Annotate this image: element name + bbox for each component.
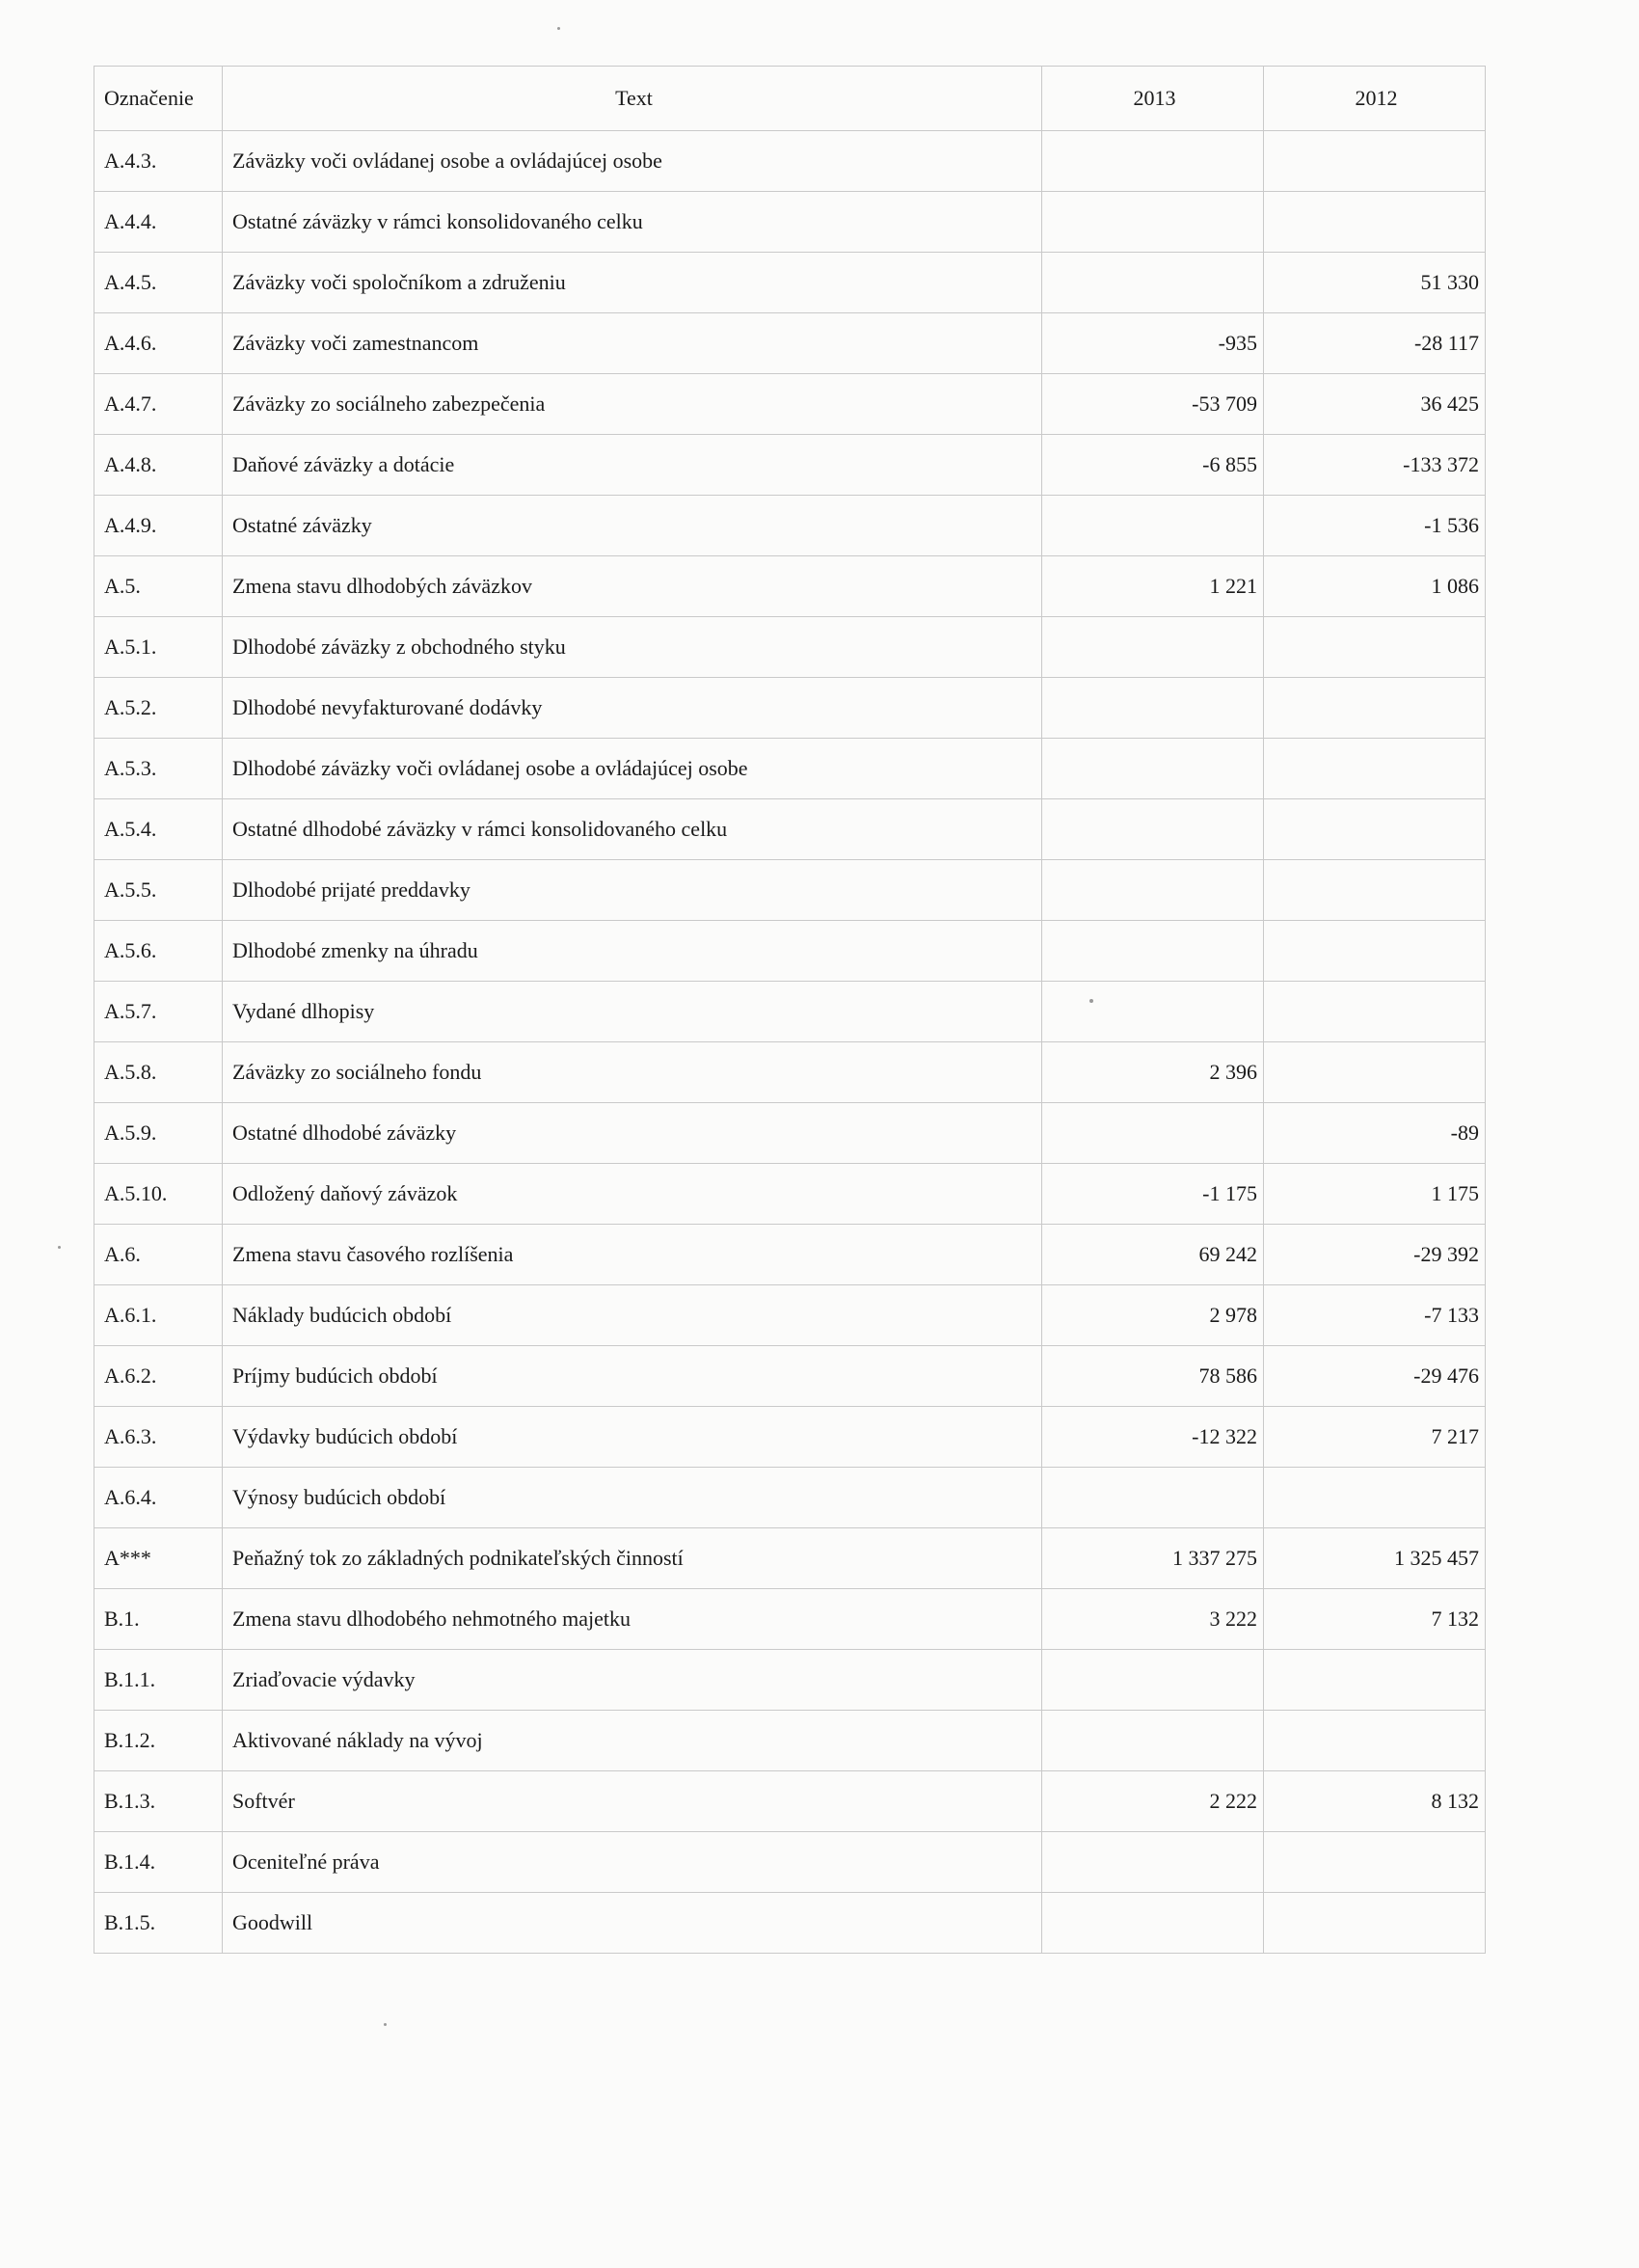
header-text: Text bbox=[223, 67, 1042, 131]
row-text: Vydané dlhopisy bbox=[223, 982, 1042, 1042]
row-value-2012 bbox=[1264, 131, 1486, 192]
row-value-2013 bbox=[1042, 253, 1264, 313]
row-text: Zmena stavu časového rozlíšenia bbox=[223, 1225, 1042, 1285]
row-value-2013 bbox=[1042, 1103, 1264, 1164]
row-value-2012 bbox=[1264, 739, 1486, 799]
row-text: Peňažný tok zo základných podnikateľských činností bbox=[223, 1528, 1042, 1589]
row-code: A.5.6. bbox=[94, 921, 223, 982]
row-code: A.5.5. bbox=[94, 860, 223, 921]
row-text: Zmena stavu dlhodobých záväzkov bbox=[223, 556, 1042, 617]
row-value-2012: 8 132 bbox=[1264, 1771, 1486, 1832]
table-row bbox=[94, 313, 1486, 374]
row-code: A.5.4. bbox=[94, 799, 223, 860]
row-value-2012: -1 536 bbox=[1264, 496, 1486, 556]
row-value-2012 bbox=[1264, 1468, 1486, 1528]
table-row bbox=[94, 1650, 1486, 1711]
row-value-2012: -89 bbox=[1264, 1103, 1486, 1164]
row-value-2013 bbox=[1042, 1711, 1264, 1771]
row-code: A.5.1. bbox=[94, 617, 223, 678]
table-row bbox=[94, 617, 1486, 678]
row-text: Dlhodobé záväzky voči ovládanej osobe a ovládajúcej osobe bbox=[223, 739, 1042, 799]
table-row bbox=[94, 739, 1486, 799]
row-code: A.6. bbox=[94, 1225, 223, 1285]
row-code: A.5.8. bbox=[94, 1042, 223, 1103]
row-code: A.5.3. bbox=[94, 739, 223, 799]
row-value-2012 bbox=[1264, 1042, 1486, 1103]
row-code: A*** bbox=[94, 1528, 223, 1589]
row-text: Záväzky voči ovládanej osobe a ovládajúcej osobe bbox=[223, 131, 1042, 192]
table-row bbox=[94, 1528, 1486, 1589]
row-text: Ostatné dlhodobé záväzky bbox=[223, 1103, 1042, 1164]
table-row bbox=[94, 1042, 1486, 1103]
row-code: A.4.6. bbox=[94, 313, 223, 374]
row-code: A.5.2. bbox=[94, 678, 223, 739]
table-row bbox=[94, 1346, 1486, 1407]
row-value-2013 bbox=[1042, 739, 1264, 799]
header-year-2013: 2013 bbox=[1042, 67, 1264, 131]
row-text: Náklady budúcich období bbox=[223, 1285, 1042, 1346]
table-body bbox=[94, 131, 1486, 1954]
row-value-2012: -28 117 bbox=[1264, 313, 1486, 374]
row-text: Dlhodobé zmenky na úhradu bbox=[223, 921, 1042, 982]
row-value-2013: 3 222 bbox=[1042, 1589, 1264, 1650]
row-value-2013: 69 242 bbox=[1042, 1225, 1264, 1285]
row-code: B.1.3. bbox=[94, 1771, 223, 1832]
table-row bbox=[94, 1589, 1486, 1650]
row-value-2013: -12 322 bbox=[1042, 1407, 1264, 1468]
row-text: Ostatné dlhodobé záväzky v rámci konsolidovaného celku bbox=[223, 799, 1042, 860]
row-code: A.4.5. bbox=[94, 253, 223, 313]
row-text: Záväzky voči spoločníkom a združeniu bbox=[223, 253, 1042, 313]
row-text: Záväzky zo sociálneho zabezpečenia bbox=[223, 374, 1042, 435]
table-row bbox=[94, 982, 1486, 1042]
row-value-2012: 7 132 bbox=[1264, 1589, 1486, 1650]
row-value-2012 bbox=[1264, 799, 1486, 860]
row-value-2012: -7 133 bbox=[1264, 1285, 1486, 1346]
row-value-2013: -53 709 bbox=[1042, 374, 1264, 435]
row-text: Záväzky zo sociálneho fondu bbox=[223, 1042, 1042, 1103]
table-row bbox=[94, 253, 1486, 313]
table-row bbox=[94, 496, 1486, 556]
table-row bbox=[94, 1832, 1486, 1893]
row-value-2013 bbox=[1042, 678, 1264, 739]
row-value-2013 bbox=[1042, 982, 1264, 1042]
row-text: Aktivované náklady na vývoj bbox=[223, 1711, 1042, 1771]
row-value-2012 bbox=[1264, 982, 1486, 1042]
row-code: A.4.4. bbox=[94, 192, 223, 253]
header-year-2012: 2012 bbox=[1264, 67, 1486, 131]
row-value-2012: 1 086 bbox=[1264, 556, 1486, 617]
row-value-2013: 1 337 275 bbox=[1042, 1528, 1264, 1589]
row-value-2013 bbox=[1042, 1893, 1264, 1954]
row-value-2013 bbox=[1042, 860, 1264, 921]
row-code: A.5.10. bbox=[94, 1164, 223, 1225]
row-code: A.4.9. bbox=[94, 496, 223, 556]
row-value-2013: 2 978 bbox=[1042, 1285, 1264, 1346]
table-row bbox=[94, 1893, 1486, 1954]
cash-flow-table bbox=[94, 66, 1486, 1954]
row-text: Goodwill bbox=[223, 1893, 1042, 1954]
scan-speck bbox=[557, 27, 560, 30]
table-row bbox=[94, 131, 1486, 192]
row-text: Dlhodobé záväzky z obchodného styku bbox=[223, 617, 1042, 678]
row-value-2012: -133 372 bbox=[1264, 435, 1486, 496]
row-text: Dlhodobé nevyfakturované dodávky bbox=[223, 678, 1042, 739]
row-code: B.1. bbox=[94, 1589, 223, 1650]
row-value-2013 bbox=[1042, 1832, 1264, 1893]
table-row bbox=[94, 556, 1486, 617]
table-row bbox=[94, 1468, 1486, 1528]
row-value-2013 bbox=[1042, 617, 1264, 678]
row-value-2013: 2 222 bbox=[1042, 1771, 1264, 1832]
row-text: Zriaďovacie výdavky bbox=[223, 1650, 1042, 1711]
row-text: Príjmy budúcich období bbox=[223, 1346, 1042, 1407]
row-value-2013: -6 855 bbox=[1042, 435, 1264, 496]
table-row bbox=[94, 374, 1486, 435]
row-code: A.5.9. bbox=[94, 1103, 223, 1164]
row-value-2012 bbox=[1264, 860, 1486, 921]
table-row bbox=[94, 799, 1486, 860]
row-value-2012 bbox=[1264, 1832, 1486, 1893]
row-value-2012 bbox=[1264, 678, 1486, 739]
row-value-2013 bbox=[1042, 192, 1264, 253]
table-row bbox=[94, 1164, 1486, 1225]
row-text: Výnosy budúcich období bbox=[223, 1468, 1042, 1528]
row-value-2012 bbox=[1264, 617, 1486, 678]
row-text: Ostatné záväzky v rámci konsolidovaného celku bbox=[223, 192, 1042, 253]
table-row bbox=[94, 1285, 1486, 1346]
table-row bbox=[94, 860, 1486, 921]
row-value-2013: 78 586 bbox=[1042, 1346, 1264, 1407]
row-value-2012 bbox=[1264, 1711, 1486, 1771]
row-code: A.6.1. bbox=[94, 1285, 223, 1346]
row-value-2012: -29 476 bbox=[1264, 1346, 1486, 1407]
table-row bbox=[94, 1711, 1486, 1771]
row-code: B.1.5. bbox=[94, 1893, 223, 1954]
table-row bbox=[94, 1225, 1486, 1285]
row-value-2012: 1 325 457 bbox=[1264, 1528, 1486, 1589]
row-code: A.6.3. bbox=[94, 1407, 223, 1468]
row-value-2013: -935 bbox=[1042, 313, 1264, 374]
row-value-2012 bbox=[1264, 1650, 1486, 1711]
table-row bbox=[94, 1771, 1486, 1832]
row-value-2013 bbox=[1042, 496, 1264, 556]
row-text: Ostatné záväzky bbox=[223, 496, 1042, 556]
table-header-row bbox=[94, 67, 1486, 131]
scan-speck bbox=[58, 1246, 61, 1249]
row-value-2012 bbox=[1264, 1893, 1486, 1954]
row-code: A.5.7. bbox=[94, 982, 223, 1042]
row-code: A.5. bbox=[94, 556, 223, 617]
row-code: B.1.1. bbox=[94, 1650, 223, 1711]
row-text: Oceniteľné práva bbox=[223, 1832, 1042, 1893]
row-value-2012 bbox=[1264, 192, 1486, 253]
row-value-2013 bbox=[1042, 921, 1264, 982]
row-value-2013 bbox=[1042, 799, 1264, 860]
row-code: A.4.3. bbox=[94, 131, 223, 192]
row-value-2012 bbox=[1264, 921, 1486, 982]
table-row bbox=[94, 921, 1486, 982]
header-code: Označenie bbox=[94, 67, 223, 131]
row-text: Záväzky voči zamestnancom bbox=[223, 313, 1042, 374]
row-text: Daňové záväzky a dotácie bbox=[223, 435, 1042, 496]
row-code: A.4.8. bbox=[94, 435, 223, 496]
row-text: Dlhodobé prijaté preddavky bbox=[223, 860, 1042, 921]
row-code: B.1.4. bbox=[94, 1832, 223, 1893]
table-row bbox=[94, 678, 1486, 739]
scan-speck bbox=[1089, 999, 1093, 1003]
row-text: Odložený daňový záväzok bbox=[223, 1164, 1042, 1225]
scan-speck bbox=[384, 2023, 387, 2026]
row-value-2012: 7 217 bbox=[1264, 1407, 1486, 1468]
row-text: Výdavky budúcich období bbox=[223, 1407, 1042, 1468]
row-value-2013: 2 396 bbox=[1042, 1042, 1264, 1103]
row-code: A.6.4. bbox=[94, 1468, 223, 1528]
row-code: B.1.2. bbox=[94, 1711, 223, 1771]
row-value-2012: 1 175 bbox=[1264, 1164, 1486, 1225]
table-row bbox=[94, 435, 1486, 496]
table-row bbox=[94, 1407, 1486, 1468]
row-code: A.6.2. bbox=[94, 1346, 223, 1407]
row-text: Zmena stavu dlhodobého nehmotného majetku bbox=[223, 1589, 1042, 1650]
row-value-2013: -1 175 bbox=[1042, 1164, 1264, 1225]
table-row bbox=[94, 192, 1486, 253]
row-value-2013 bbox=[1042, 131, 1264, 192]
row-code: A.4.7. bbox=[94, 374, 223, 435]
row-value-2012: 51 330 bbox=[1264, 253, 1486, 313]
row-value-2013: 1 221 bbox=[1042, 556, 1264, 617]
row-value-2013 bbox=[1042, 1468, 1264, 1528]
row-value-2012: 36 425 bbox=[1264, 374, 1486, 435]
row-value-2013 bbox=[1042, 1650, 1264, 1711]
row-text: Softvér bbox=[223, 1771, 1042, 1832]
row-value-2012: -29 392 bbox=[1264, 1225, 1486, 1285]
table-row bbox=[94, 1103, 1486, 1164]
